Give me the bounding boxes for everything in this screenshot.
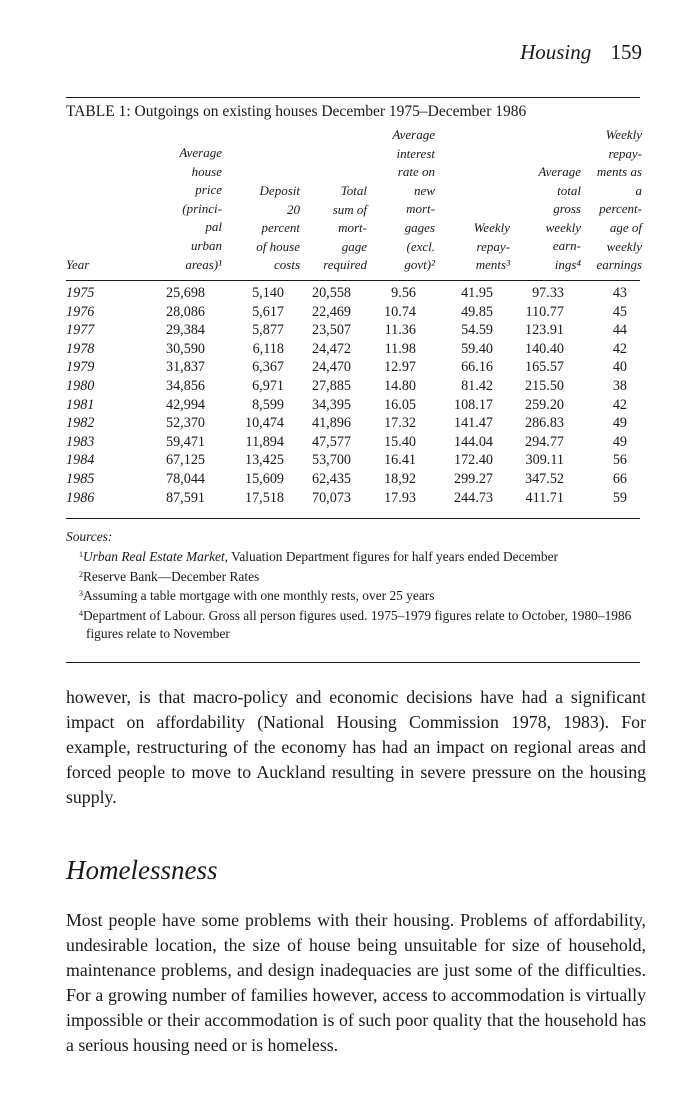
col-header-repayments: Weekly repay- ments³ [473, 220, 510, 273]
table-cell: 244.73 [453, 489, 493, 506]
table-cell: 286.83 [524, 415, 564, 432]
table-row [66, 471, 646, 490]
table-cell: 15,609 [244, 470, 284, 487]
table-cell: 30,590 [165, 340, 205, 357]
table-cell: 62,435 [311, 470, 351, 487]
table-cell: 66 [612, 470, 627, 487]
cell-year: 1975 [66, 285, 95, 301]
footnote-1: $^1$Urban Real Estate Market, Valuation Department figures for half years ended December [79, 548, 558, 564]
table-cell: 12.97 [384, 359, 416, 376]
table-cell: 299.27 [453, 470, 493, 487]
table-cell: 10.74 [384, 303, 416, 320]
table-bottom-rule [66, 518, 640, 519]
table-cell: 18,92 [384, 470, 416, 487]
table-cell: 29,384 [165, 322, 205, 339]
table-cell: 15.40 [384, 433, 416, 450]
table-cell: 24,470 [311, 359, 351, 376]
table-cell: 42 [612, 396, 627, 413]
table-cell: 411.71 [525, 489, 564, 506]
table-row [66, 322, 646, 341]
paragraph-continued: however, is that macro-policy and economic decisions have had a significant impact on affordability (National Housing Commission 1978, 1983). For example, restructuring of the economy has had an impact on regional areas and forced people to move to Auckland resulting in severe pressure on the housing supply. [66, 687, 646, 807]
footnote-2: $^2$Reserve Bank—December Rates [79, 568, 260, 584]
table-cell: 53,700 [311, 452, 351, 469]
table-row [66, 490, 646, 509]
table-cell: 8,599 [252, 396, 284, 413]
table-cell: 41,896 [311, 415, 351, 432]
cell-year: 1986 [66, 489, 95, 506]
table-row [66, 434, 646, 453]
cell-year: 1982 [66, 415, 95, 432]
table-cell: 17,518 [244, 489, 284, 506]
table-cell: 31,837 [165, 359, 205, 376]
table-cell: 13,425 [244, 452, 284, 469]
table-cell: 49.85 [461, 303, 493, 320]
footnote-3: $^3$Assuming a table mortgage with one monthly rests, over 25 years [79, 588, 435, 604]
table-cell: 172.40 [453, 452, 493, 469]
cell-year: 1981 [66, 396, 95, 413]
table-cell: 17.93 [384, 489, 416, 506]
col-header-deposit: Deposit 20 percent of house costs [256, 183, 300, 273]
table-cell: 141.47 [453, 415, 493, 432]
table-cell: 42 [612, 340, 627, 357]
table-row [66, 452, 646, 471]
table-cell: 38 [612, 377, 627, 394]
table-cell: 165.57 [524, 359, 564, 376]
table-cell: 144.04 [453, 433, 493, 450]
table-cell: 110.77 [525, 303, 564, 320]
section-heading: Homelessness [66, 855, 218, 885]
table-cell: 294.77 [524, 433, 564, 450]
table-cell: 25,698 [165, 285, 205, 301]
table-cell: 59,471 [165, 433, 205, 450]
table-cell: 11.36 [384, 322, 416, 339]
table-cell: 49 [612, 415, 627, 432]
table-cell: 59 [612, 489, 627, 506]
table-cell: 16.05 [384, 396, 416, 413]
table-cell: 259.20 [524, 396, 564, 413]
table-cell: 34,395 [311, 396, 351, 413]
cell-year: 1978 [66, 340, 95, 357]
table-row [66, 415, 646, 434]
table-cell: 81.42 [461, 377, 493, 394]
footnote-4: $^4$Department of Labour. Gross all person figures used. 1975–1979 figures relate to October, 1980–1986 figures relate to November [79, 608, 632, 641]
table-cell: 6,971 [252, 377, 284, 394]
table-cell: 17.32 [384, 415, 416, 432]
table-row [66, 341, 646, 360]
table-row [66, 359, 646, 378]
col-header-percentage: Weekly repay- ments as a percent- age of weekly earnings [596, 127, 642, 273]
table-caption: TABLE 1: Outgoings on existing houses December 1975–December 1986 [66, 103, 527, 120]
table-cell: 108.17 [453, 396, 493, 413]
table-cell: 43 [612, 285, 627, 301]
sources-label: Sources: [66, 529, 113, 544]
table-cell: 22,469 [311, 303, 351, 320]
table-cell: 70,073 [311, 489, 351, 506]
table-cell: 9.56 [391, 285, 416, 301]
paragraph-homelessness: Most people have some problems with their housing. Problems of affordability, undesirable location, the size of house being unsuitable for size of household, maintenance problems, and design inadequacies are just some of the difficulties. For a growing number of families however, access to accommodation is virtually impossible or their accommodation is of such poor quality that the household has a serious housing need or is homeless. [66, 910, 646, 1055]
table-cell: 23,507 [311, 322, 351, 339]
col-header-year: Year [66, 257, 90, 272]
cell-year: 1984 [66, 452, 95, 469]
table-cell: 52,370 [165, 415, 205, 432]
table-cell: 16.41 [384, 452, 416, 469]
table-cell: 215.50 [524, 377, 564, 394]
table-cell: 5,617 [252, 303, 284, 320]
table-cell: 140.40 [524, 340, 564, 357]
table-cell: 67,125 [165, 452, 205, 469]
page-number: 159 [610, 40, 642, 64]
table-row [66, 285, 646, 304]
col-header-mortgage: Total sum of mort- gage required [323, 183, 367, 273]
table-cell: 14.80 [384, 377, 416, 394]
cell-year: 1976 [66, 303, 95, 320]
cell-year: 1980 [66, 377, 95, 394]
table-cell: 27,885 [311, 377, 351, 394]
table-cell: 10,474 [244, 415, 284, 432]
cell-year: 1979 [66, 359, 95, 376]
table-cell: 11,894 [245, 433, 284, 450]
table-cell: 42,994 [165, 396, 205, 413]
table-cell: 45 [612, 303, 627, 320]
table-cell: 44 [612, 322, 627, 339]
table-cell: 41.95 [461, 285, 493, 301]
table-cell: 24,472 [311, 340, 351, 357]
col-header-price: Average house price (princi- pal urban areas)¹ [179, 145, 222, 272]
table-cell: 56 [612, 452, 627, 469]
sources-bottom-rule [66, 662, 640, 663]
header-rule [66, 280, 640, 281]
table-cell: 6,367 [252, 359, 284, 376]
cell-year: 1983 [66, 433, 95, 450]
table-cell: 54.59 [461, 322, 493, 339]
table-cell: 34,856 [165, 377, 205, 394]
table-cell: 123.91 [524, 322, 564, 339]
table-cell: 309.11 [525, 452, 564, 469]
table-cell: 97.33 [532, 285, 564, 301]
table-cell: 87,591 [165, 489, 205, 506]
table-cell: 6,118 [252, 340, 284, 357]
table-cell: 347.52 [524, 470, 564, 487]
cell-year: 1977 [66, 322, 95, 339]
table-top-rule [66, 97, 640, 98]
table-cell: 40 [612, 359, 627, 376]
table-cell: 20,558 [311, 285, 351, 301]
cell-year: 1985 [66, 470, 95, 487]
table-cell: 59.40 [461, 340, 493, 357]
table-row [66, 304, 646, 323]
table-cell: 11.98 [384, 340, 416, 357]
table-cell: 66.16 [461, 359, 493, 376]
table-cell: 78,044 [165, 470, 205, 487]
col-header-interest: Average interest rate on new mort- gages (excl. govt)² [392, 127, 435, 273]
table-cell: 49 [612, 433, 627, 450]
data-table [66, 285, 646, 508]
running-head [520, 40, 642, 65]
table-row [66, 397, 646, 416]
table-cell: 5,877 [252, 322, 284, 339]
table-cell: 47,577 [311, 433, 351, 450]
table-row [66, 378, 646, 397]
running-head-section: Housing [520, 40, 592, 64]
sources [66, 528, 646, 643]
table-cell: 5,140 [252, 285, 284, 301]
table-cell: 28,086 [165, 303, 205, 320]
col-header-earnings: Average total gross weekly earn- ings⁴ [538, 164, 581, 272]
